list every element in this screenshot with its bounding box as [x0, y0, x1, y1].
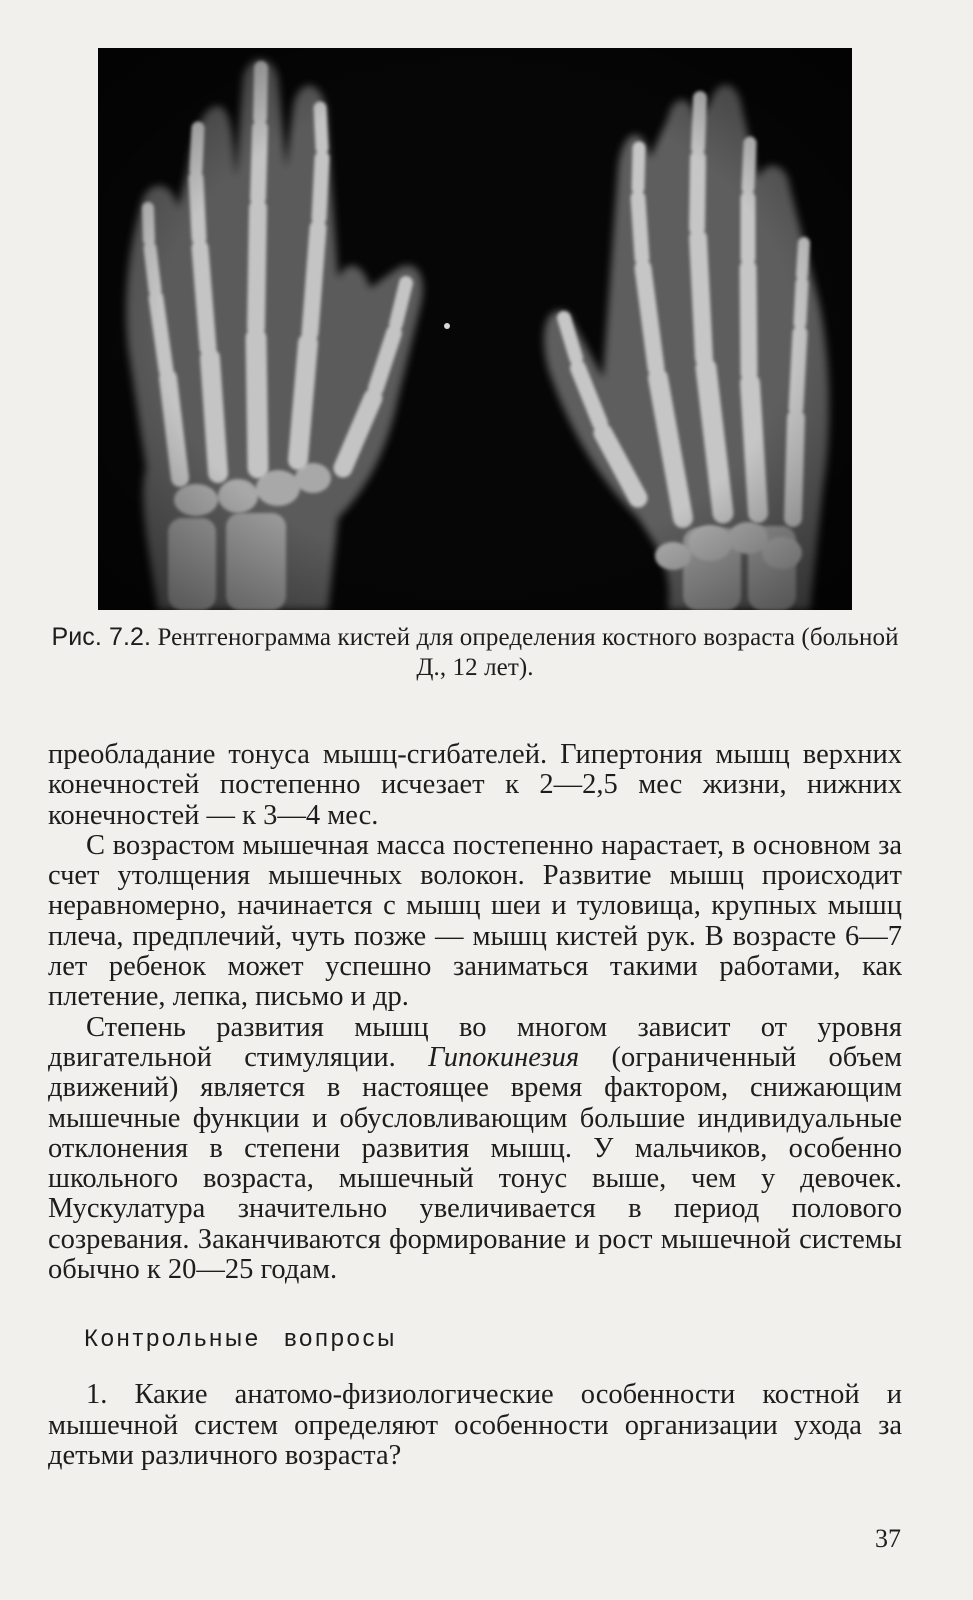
hand-xray-image	[98, 48, 852, 610]
paragraph-1: преобладание тонуса мышц-сгибателей. Гипертония мышц верхних конечностей постепенно исчезает к 2—2,5 мес жизни, нижних конечностей — к 3—4 мес.	[48, 739, 902, 831]
paragraph-3-after: (ограниченный объем движений) является в настоящее время фактором, снижающим мышечные функции и обусловливающим большие индивидуальные отклонения в степени развития мышц. У мальчиков, особенно школьного возраста, мышечный тонус выше, чем у девочек. Мускулатура значительно увеличивается в период полового созревания. Заканчиваются формирование и рост мышечной системы обычно к 20—25 годам.	[48, 1041, 903, 1286]
figure-label: Рис. 7.2.	[51, 623, 152, 651]
paragraph-3	[48, 1013, 902, 1286]
question-1: 1. Какие анатомо-физиологические особенности костной и мышечной систем определяют особенности организации ухода за детьми различного возраста?	[48, 1379, 902, 1471]
figure-caption-text: Рентгенограмма кистей для определения костного возраста (больной Д., 12 лет).	[157, 624, 899, 681]
page-number: 37	[875, 1524, 901, 1553]
paragraph-2: С возрастом мышечная масса постепенно нарастает, в основном за счет утолщения мышечных волокон. Развитие мышц происходит неравномерно, начинается с мышц шеи и туловища, крупных мышц плеча, предплечий, чуть позже — мышц кистей рук. В возрасте 6—7 лет ребенок может успешно заниматься такими работами, как плетение, лепка, письмо и др.	[48, 829, 902, 1013]
paragraph-3-before: Степень развития мышц во многом зависит от уровня двигательной стимуляции.	[48, 1011, 902, 1073]
term-hypokinesia: Гипокинезия	[428, 1041, 580, 1073]
section-heading: Контрольные вопросы	[84, 1325, 397, 1352]
hand-xray-figure	[98, 48, 852, 610]
body-text	[48, 740, 902, 1285]
figure-caption	[45, 622, 905, 683]
